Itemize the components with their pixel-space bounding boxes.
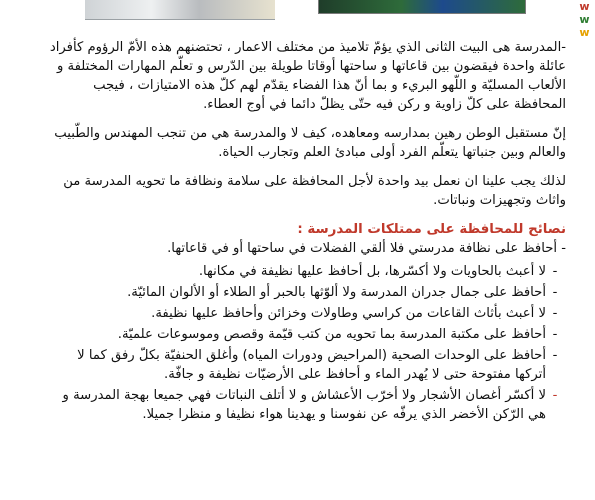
logo-letter: w xyxy=(579,0,589,13)
tips-list xyxy=(46,262,566,424)
list-item xyxy=(46,386,566,424)
schoolyard-photo xyxy=(318,0,526,14)
bullet-mark: - xyxy=(552,306,558,321)
bullet-mark: - xyxy=(552,285,558,300)
list-item xyxy=(46,304,566,323)
list-item xyxy=(46,325,566,344)
logo-letter: w xyxy=(579,13,589,26)
intro-paragraph: -المدرسة هى البيت الثانى الذي يؤمّ تلاميذ من مختلف الاعمار ، تحتضنهم هذه الأمّ الرؤوم كأفراد عائلة واحدة فيقضون بين قاعاتها و ساحتها أوقاتا طويلة بين الدّرس و تعلّم المهارات المختلفة و الألعاب المسليّة و اللّهو البريء و بما أنّ هذا الفضاء يقدّم لهم كلّ هذه الامتيازات ، فيجب المحافظة على كلّ زاوية و ركن فيه حتّى يظلّ دائما في أوج العطاء. xyxy=(49,40,566,112)
bullet-mark: - xyxy=(552,264,558,279)
bullet-mark: - xyxy=(552,388,558,403)
tip-text: أحافظ على الوحدات الصحية (المراحيض ودورات المياه) وأغلق الحنفيّة بكلّ رفق كما لا أتركها مفتوحة حتى لا يُهدر الماء و أحافظ على الأرضيّات نظيفة و جافّة. xyxy=(77,348,546,382)
top-image-strip xyxy=(0,0,595,22)
tip-text: لا أكسّر أغصان الأشجار ولا أخرّب الأعشاش و لا أتلف النباتات فهي جميعا بهجة المدرسة و هي الرّكن الأخضر الذي يرفّه عن نفوسنا و يهدينا هواء نظيفا و منظرا جميلا. xyxy=(62,388,546,422)
cooperation-paragraph: لذلك يجب علينا ان نعمل بيد واحدة لأجل المحافظة على سلامة ونظافة ما تحويه المدرسة من واثاث وتجهيزات ونباتات. xyxy=(63,174,566,208)
list-item xyxy=(46,262,566,281)
bullet-mark: - xyxy=(552,348,558,363)
tip-text: أحافظ على جمال جدران المدرسة ولا ألوّثها بالحبر أو الطلاء أو الألوان المائيّة. xyxy=(127,285,546,300)
tip-text: أحافظ على مكتبة المدرسة بما تحويه من كتب قيّمة وقصص وموسوعات علميّة. xyxy=(117,327,546,342)
list-item xyxy=(46,346,566,384)
tips-heading: نصائح للمحافظة على ممتلكات المدرسة : xyxy=(297,222,566,237)
document-body xyxy=(46,38,566,426)
future-paragraph: إنّ مستقبل الوطن رهين بمدارسه ومعاهده، كيف لا والمدرسة هي من تنجب المهندس والطّبيب والعالم وبين جنباتها يتعلّم الفرد أولى مبادئ العلم وتجارب الحياة. xyxy=(54,126,566,160)
site-logo xyxy=(573,0,595,40)
bullet-mark: - xyxy=(552,327,558,342)
tip-text: لا أعبث بالحاويات ولا أكسّرها، بل أحافظ عليها نظيفة في مكانها. xyxy=(198,264,546,279)
tip-text: لا أعبث بأثاث القاعات من كراسي وطاولات وخزائن وأحافظ عليها نظيفة. xyxy=(151,306,546,321)
tips-intro: - أحافظ على نظافة مدرستي فلا ألقي الفضلات في ساحتها أو في قاعاتها. xyxy=(167,241,566,256)
classroom-photo xyxy=(85,0,275,20)
list-item xyxy=(46,283,566,302)
logo-letter: w xyxy=(579,26,589,39)
